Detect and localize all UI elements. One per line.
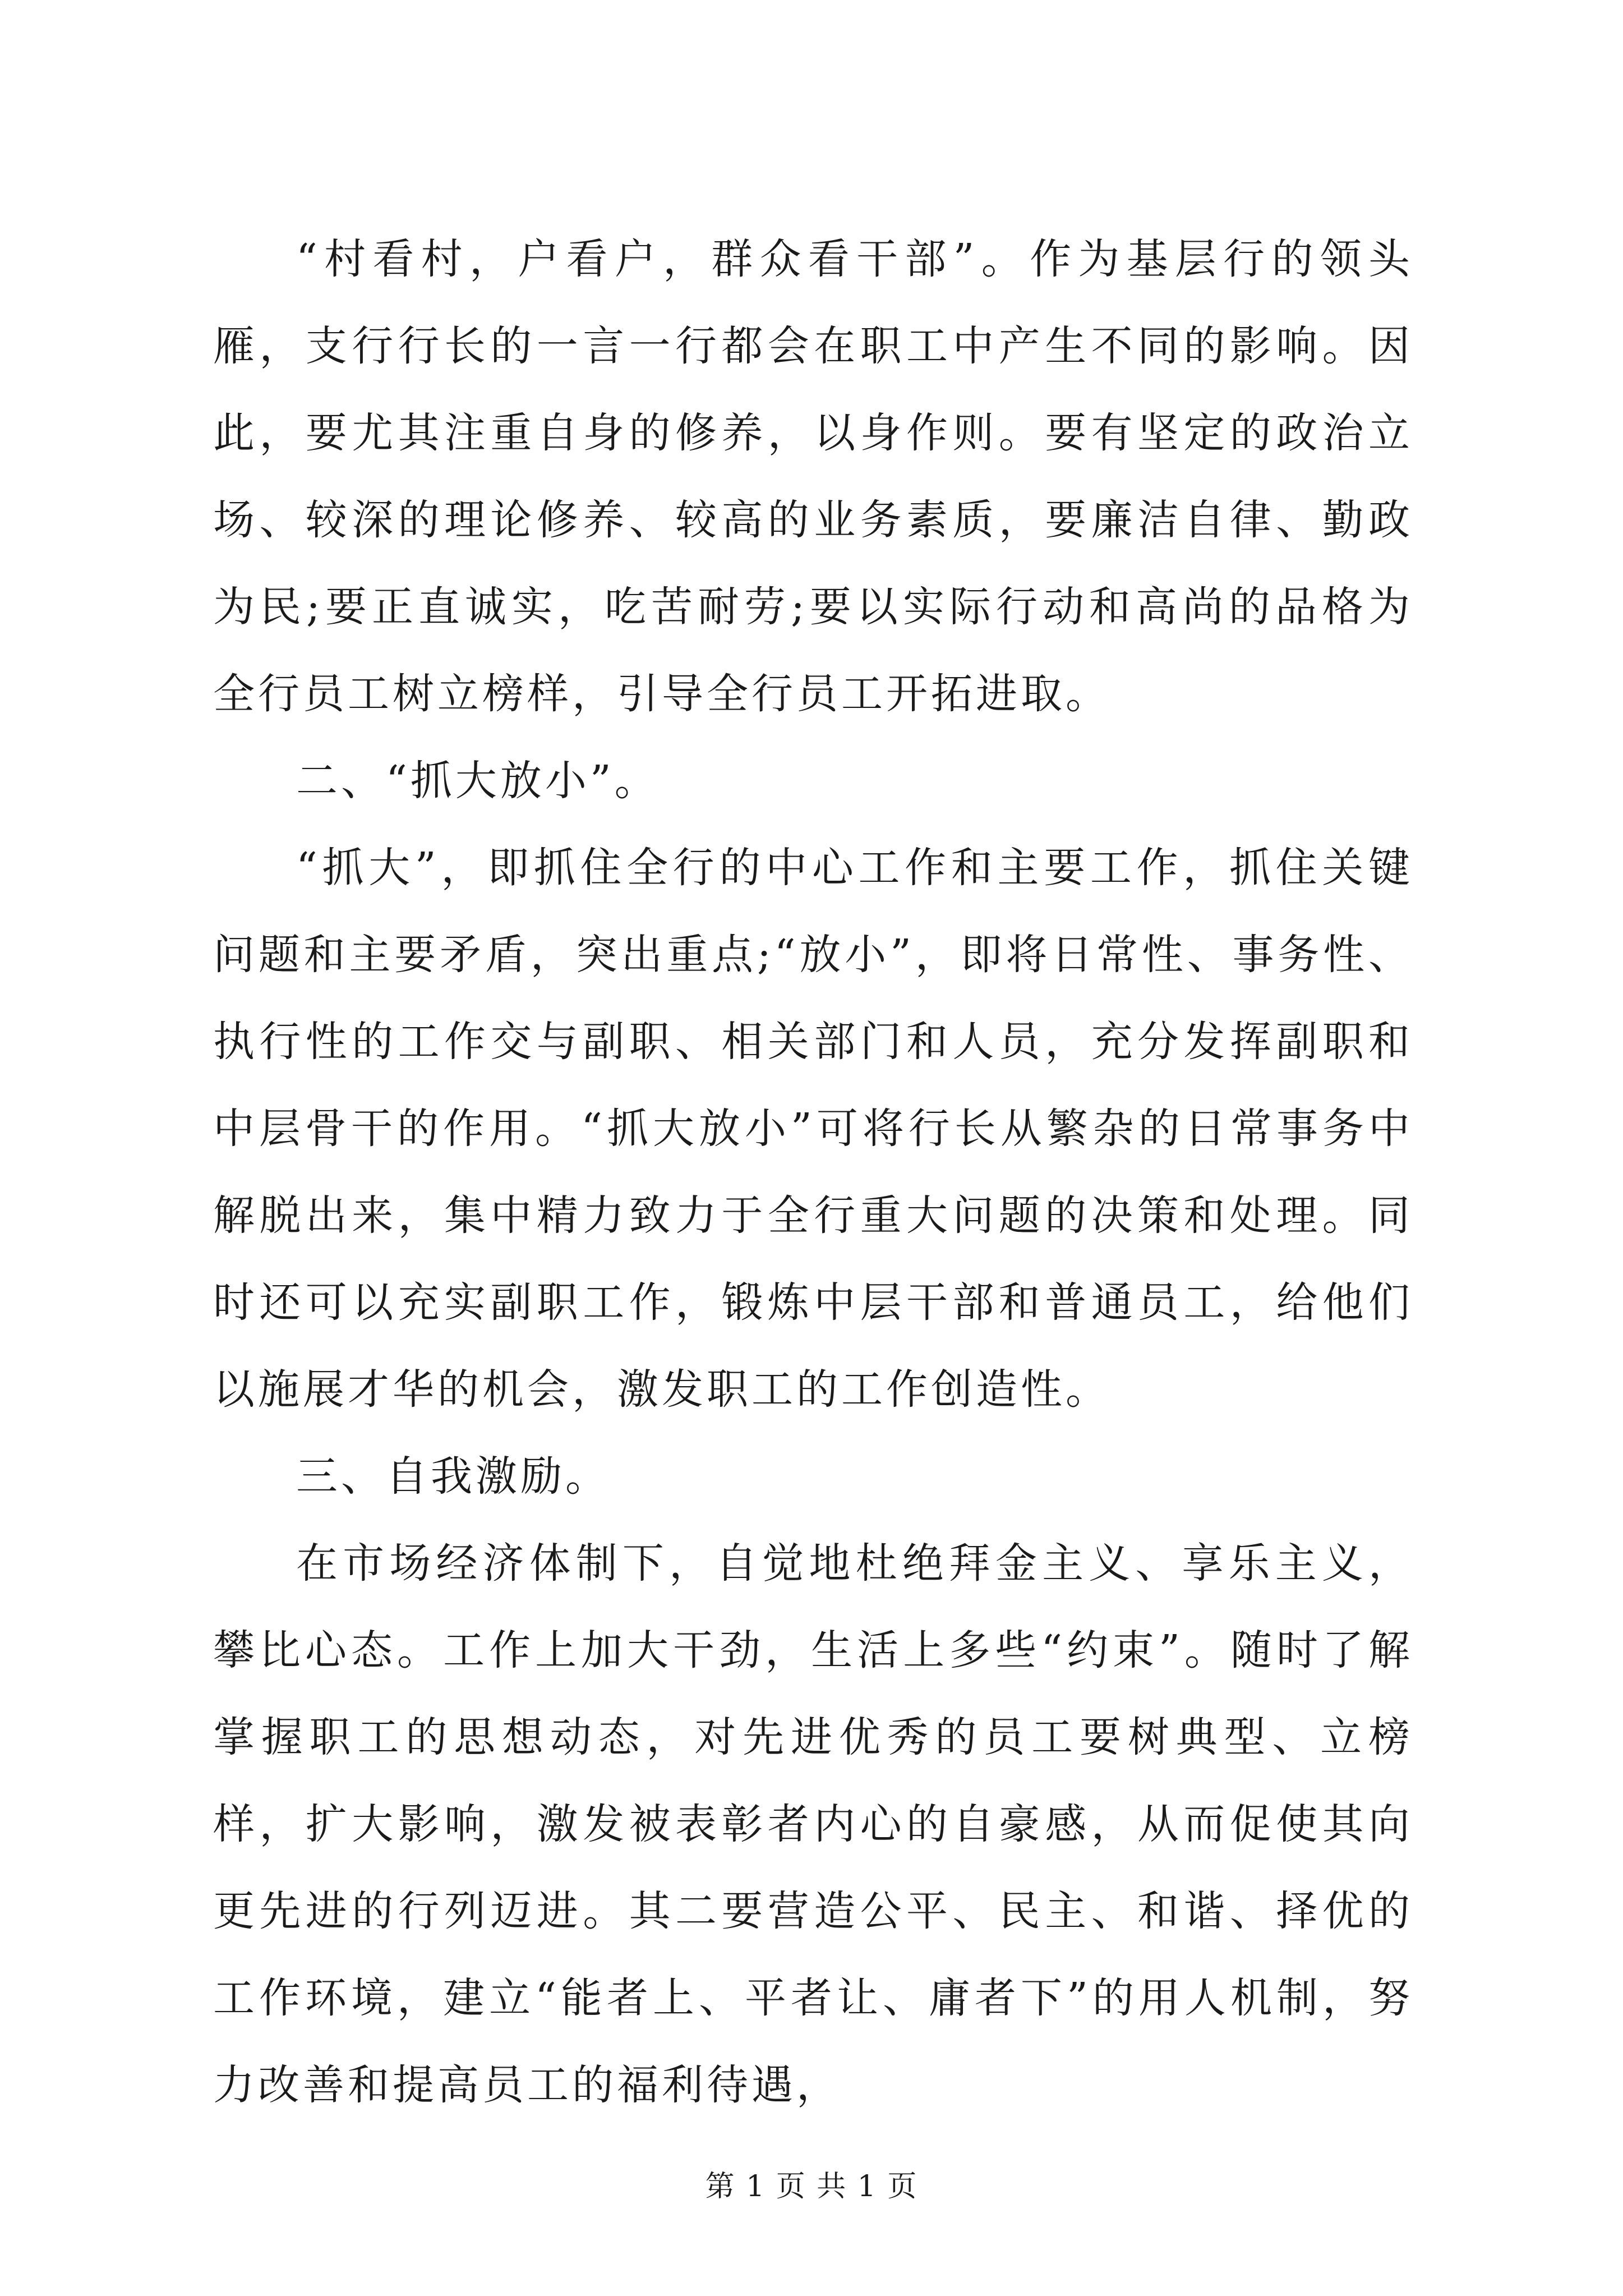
paragraph-3: 在市场经济体制下，自觉地杜绝拜金主义、享乐主义，攀比心态。工作上加大干劲，生活上多些“约束”。随时了解掌握职工的思想动态，对先进优秀的员工要树典型、立榜样，扩大影响，激发被表彰者内心的自豪感，从而促使其向更先进的行列迈进。其二要营造公平、民主、和谐、择优的工作环境，建立“能者上、平者让、庸者下”的用人机制，努力改善和提高员工的福利待遇， [213,1539,1413,2109]
section-heading-3: 三、自我激励。 [296,1452,610,1501]
paragraph-1: “村看村，户看户，群众看干部”。作为基层行的领头雁，支行行长的一言一行都会在职工中产生不同的影响。因此，要尤其注重自身的修养，以身作则。要有坚定的政治立场、较深的理论修养、较高的业务素质，要廉洁自律、勤政为民;要正直诚实，吃苦耐劳;要以实际行动和高尚的品格为全行员工树立榜样，引导全行员工开拓进取。 [213,235,1413,718]
section-heading-2: 二、“抓大放小”。 [296,757,660,805]
document-body [213,216,1413,2129]
page-footer: 第 1 页 共 1 页 [705,2170,918,2203]
paragraph-2: “抓大”，即抓住全行的中心工作和主要工作，抓住关键问题和主要矛盾，突出重点;“放小”，即将日常性、事务性、执行性的工作交与副职、相关部门和人员，充分发挥副职和中层骨干的作用。“抓大放小”可将行长从繁杂的日常事务中解脱出来，集中精力致力于全行重大问题的决策和处理。同时还可以充实副职工作，锻炼中层干部和普通员工，给他们以施展才华的机会，激发职工的工作创造性。 [213,844,1413,1414]
